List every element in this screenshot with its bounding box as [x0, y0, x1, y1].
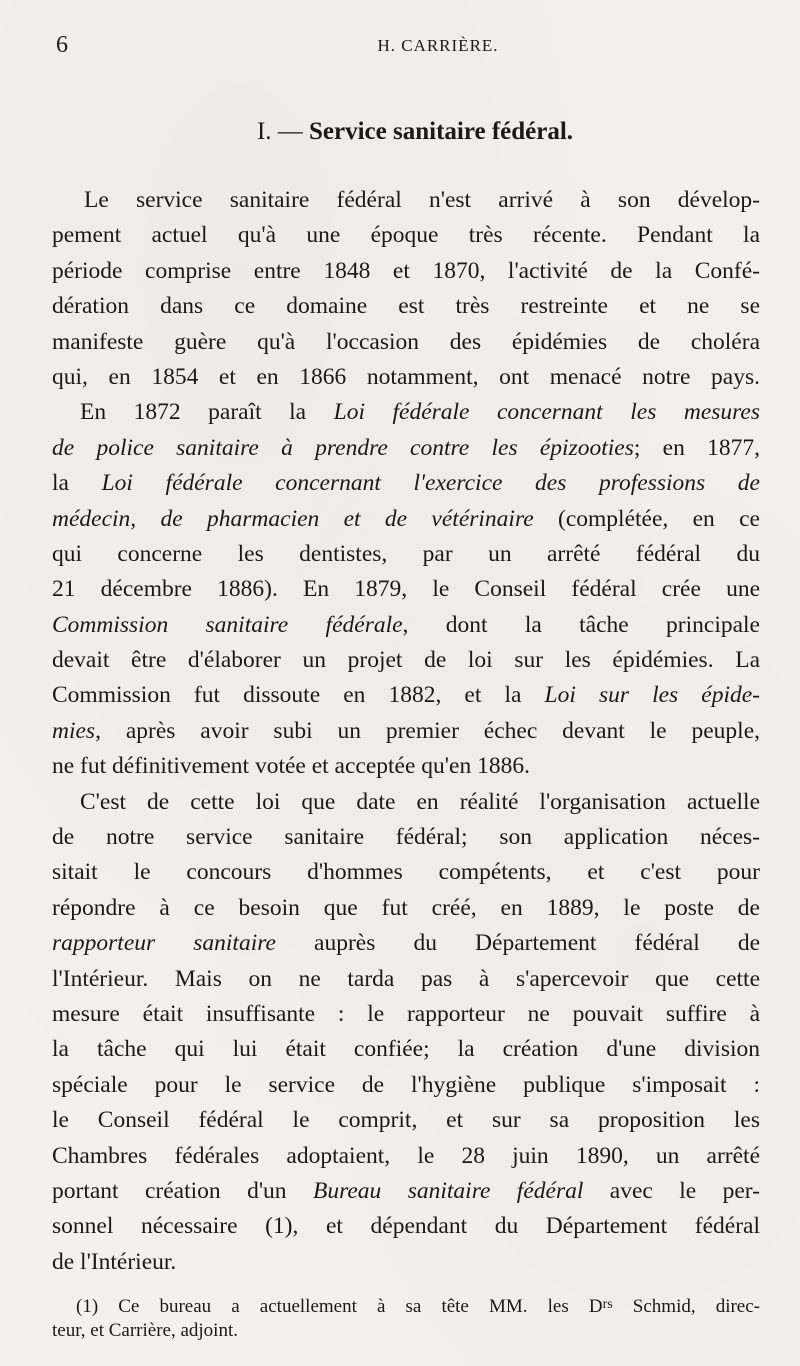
line-text: 21 décembre 1886). En 1879, le Conseil fédéral crée une — [52, 576, 760, 603]
line-text: Commission fut dissoute en 1882, et la — [52, 682, 545, 709]
text-line — [52, 891, 760, 926]
line-text: Chambres fédérales adoptaient, le 28 juin 1890, un arrêté — [52, 1142, 760, 1169]
line-text: , après avoir subi un premier échec devant le peuple, — [95, 717, 760, 744]
page-number: 6 — [56, 32, 68, 58]
text-line — [52, 1245, 760, 1280]
line-text: l'Intérieur. Mais on ne tarda pas à s'apercevoir que cette — [52, 965, 760, 992]
text-line — [52, 254, 760, 289]
law-title-italic: médecin, de pharmacien et de vétérinaire — [52, 505, 534, 532]
law-title-italic: Loi fédérale concernant les mesures — [333, 399, 760, 426]
text-line — [52, 1103, 760, 1138]
text-line — [52, 643, 760, 678]
text-line — [52, 608, 760, 643]
section-name: Service sanitaire fédéral. — [309, 118, 574, 145]
footnote-text: teur, et Carrière, adjoint. — [52, 1320, 238, 1341]
text-line — [52, 1068, 760, 1103]
text-line — [52, 1209, 760, 1244]
text-line — [52, 997, 760, 1032]
section-numeral: I. — — [256, 118, 303, 145]
footnote-text: Schmid, direc- — [612, 1296, 761, 1317]
footnote-text: (1) Ce bureau a actuellement à sa tête MM. les D — [76, 1296, 603, 1317]
text-line — [52, 218, 760, 253]
line-text: qui, en 1854 et en 1866 notamment, ont menacé notre pays. — [52, 363, 760, 390]
law-title-italic: Loi sur les épide- — [544, 682, 760, 709]
line-text: auprès du Département fédéral de — [275, 930, 760, 957]
line-text: la — [52, 470, 102, 497]
footnote-superscript: rs — [602, 1297, 613, 1312]
law-title-italic: de police sanitaire à prendre contre les épizooties — [52, 434, 634, 461]
line-text: sitait le concours d'hommes compétents, et c'est pour — [52, 859, 760, 886]
footnote — [52, 1292, 761, 1344]
role-italic: rapporteur sanitaire — [52, 930, 276, 957]
line-text: de l'Intérieur. — [52, 1248, 177, 1275]
text-line — [52, 289, 760, 324]
text-line — [52, 537, 760, 572]
line-text: la tâche qui lui était confiée; la création d'une division — [52, 1036, 760, 1063]
section-title — [0, 118, 800, 146]
line-text: période comprise entre 1848 et 1870, l'activité de la Confé- — [52, 257, 760, 284]
footnote-line — [52, 1318, 760, 1344]
line-text: portant création d'un — [52, 1177, 313, 1204]
text-line — [52, 785, 760, 820]
line-text: devait être d'élaborer un projet de loi sur les épidémies. La — [52, 647, 760, 674]
line-text: qui concerne les dentistes, par un arrêté fédéral du — [52, 540, 760, 567]
text-line — [52, 1139, 760, 1174]
text-line — [52, 466, 760, 501]
text-line — [52, 502, 760, 537]
line-text: le Conseil fédéral le comprit, et sur sa proposition les — [52, 1107, 760, 1134]
text-line — [52, 749, 760, 784]
line-text: ne fut définitivement votée et acceptée qu'en 1886. — [52, 753, 530, 780]
law-title-italic: Loi fédérale concernant l'exercice des professions de — [101, 470, 760, 497]
line-text: ; en 1877, — [633, 434, 760, 461]
line-text: répondre à ce besoin que fut créé, en 1889, le poste de — [52, 894, 760, 921]
line-text: dération dans ce domaine est très restreinte et ne se — [52, 293, 760, 320]
text-line — [52, 926, 760, 961]
line-text: C'est de cette loi que date en réalité l'organisation actuelle — [80, 788, 760, 815]
commission-italic: Commission sanitaire fédérale — [52, 611, 403, 638]
text-line — [52, 572, 760, 607]
text-line — [52, 678, 760, 713]
text-line — [52, 395, 760, 430]
footnote-line — [76, 1292, 760, 1318]
line-text: avec le per- — [583, 1177, 760, 1204]
line-text: manifeste guère qu'à l'occasion des épidémies de choléra — [52, 328, 760, 355]
text-line — [52, 431, 760, 466]
line-text: sonnel nécessaire (1), et dépendant du Département fédéral — [52, 1213, 760, 1240]
text-line — [52, 820, 760, 855]
line-text: , dont la tâche principale — [402, 611, 760, 638]
running-title: H. CARRIÈRE. — [377, 36, 499, 55]
line-text: mesure était insuffisante : le rapporteur ne pouvait suffire à — [52, 1000, 760, 1027]
line-text: spéciale pour le service de l'hygiène publique s'imposait : — [52, 1071, 760, 1098]
text-line — [52, 183, 760, 218]
line-text: En 1872 paraît la — [80, 399, 334, 426]
text-line — [52, 714, 760, 749]
body-text — [52, 183, 760, 1280]
law-title-italic: mies — [52, 717, 96, 744]
text-line — [52, 325, 760, 360]
line-text: Le service sanitaire fédéral n'est arrivé à son dévelop- — [84, 187, 760, 213]
text-line — [52, 1032, 760, 1067]
text-line — [52, 360, 760, 395]
line-text: (complétée, en ce — [533, 505, 760, 532]
running-head — [56, 32, 760, 62]
line-text: de notre service sanitaire fédéral; son application néces- — [52, 824, 760, 851]
bureau-italic: Bureau sanitaire fédéral — [312, 1177, 584, 1204]
line-text: pement actuel qu'à une époque très récente. Pendant la — [52, 222, 760, 249]
text-line — [52, 1174, 760, 1209]
text-line — [52, 855, 760, 890]
text-line — [52, 962, 760, 997]
